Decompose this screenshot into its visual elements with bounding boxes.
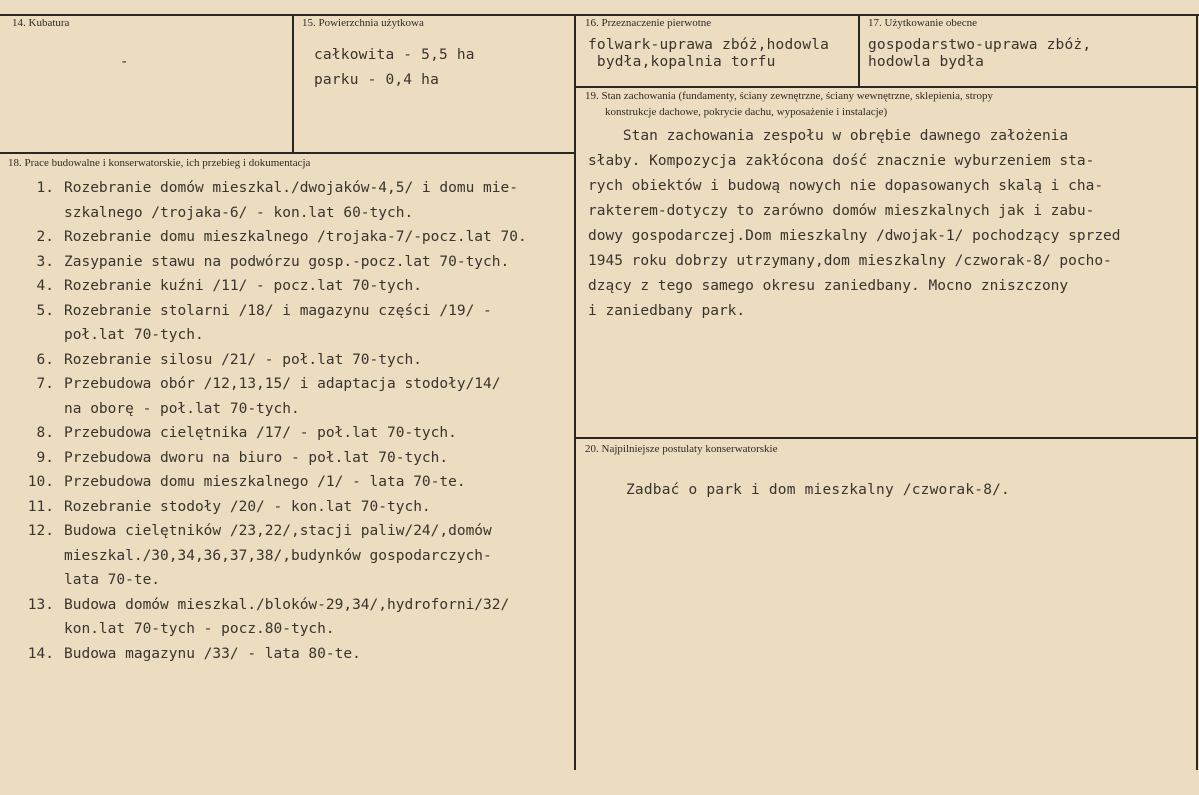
right-border-line: [1196, 14, 1198, 770]
field-15-line-2: parku - 0,4 ha: [314, 72, 440, 88]
condition-line: dzący z tego samego okresu zaniedbany. Mocno zniszczony: [588, 278, 1069, 294]
work-item-text: Rozebranie domu mieszkalnego /trojaka-7/-pocz.lat 70.: [64, 229, 527, 245]
condition-line: 1945 roku dobrzy utrzymany,dom mieszkalny /czworak-8/ pocho-: [588, 253, 1112, 269]
field-14-label: 14. Kubatura: [12, 17, 70, 29]
field-16-line-2: bydła,kopalnia torfu: [588, 54, 776, 70]
work-item-line: [18, 642, 583, 667]
condition-line: dowy gospodarczej.Dom mieszkalny /dwojak-1/ pochodzący sprzed: [588, 228, 1121, 244]
field-19-label-line-1: 19. Stan zachowania (fundamenty, ściany zewnętrzne, ściany wewnętrzne, sklepienia, stropy: [585, 90, 993, 102]
top-border-line: [0, 14, 1199, 16]
work-item-text: kon.lat 70-tych - pocz.80-tych.: [64, 621, 335, 637]
work-item-text: Budowa domów mieszkal./bloków-29,34/,hydroforni/32/: [64, 596, 510, 613]
work-item-line: [18, 421, 583, 446]
work-item-text: Przebudowa domu mieszkalnego /1/ - lata 70-te.: [64, 474, 466, 490]
field-14-value: -: [120, 54, 129, 70]
work-item-text: Rozebranie stodoły /20/ - kon.lat 70-tych.: [64, 498, 431, 515]
work-item-number: 10.: [27, 474, 54, 490]
work-item-number: 3.: [36, 253, 54, 270]
work-item-text: mieszkal./30,34,36,37,38/,budynków gospodarczych-: [64, 547, 492, 564]
divider-above-18: [0, 152, 575, 154]
work-item: [18, 299, 583, 348]
work-item-number: 13.: [27, 596, 54, 613]
work-item-number: 8.: [36, 425, 54, 441]
work-item: [18, 470, 583, 495]
condition-line: rakterem-dotyczy to zarówno domów mieszkalnych jak i zabu-: [588, 203, 1095, 219]
work-item-number: 4.: [36, 278, 54, 294]
work-item-number: 1.: [36, 180, 54, 196]
work-item-text: Przebudowa obór /12,13,15/ i adaptacja stodoły/14/: [64, 376, 501, 392]
divider-above-19: [575, 86, 1197, 88]
work-item-number: 2.: [36, 229, 54, 245]
work-item-text: lata 70-te.: [64, 572, 161, 588]
condition-line: słaby. Kompozycja zakłócona dość znacznie wyburzeniem sta-: [588, 153, 1095, 169]
field-20-label: 20. Najpilniejsze postulaty konserwatorskie: [585, 443, 778, 455]
field-17-label: 17. Użytkowanie obecne: [868, 17, 978, 29]
work-item-line: [18, 348, 583, 373]
work-item-line: [18, 201, 583, 226]
condition-line: i zaniedbany park.: [588, 303, 746, 319]
condition-description: [588, 124, 1121, 324]
work-item-text: Zasypanie stawu na podwórzu gosp.-pocz.lat 70-tych.: [64, 253, 510, 270]
field-18-label: 18. Prace budowalne i konserwatorskie, ich przebieg i dokumentacja: [8, 157, 311, 169]
work-item: [18, 274, 583, 299]
work-item-number: 9.: [36, 449, 54, 466]
work-item-line: [18, 225, 583, 250]
work-item: [18, 348, 583, 373]
work-item-line: [18, 323, 583, 348]
work-item: [18, 446, 583, 471]
works-list: [18, 176, 583, 666]
work-item-line: [18, 617, 583, 642]
work-item-line: [18, 544, 583, 569]
divider-16-17: [858, 14, 860, 86]
field-19-label-line-2: konstrukcje dachowe, pokrycie dachu, wyposażenie i instalacje): [605, 106, 888, 118]
work-item-number: 5.: [36, 302, 54, 319]
field-16-label: 16. Przeznaczenie pierwotne: [585, 17, 712, 29]
work-item: [18, 176, 583, 225]
work-item: [18, 495, 583, 520]
field-17-line-2: hodowla bydła: [868, 54, 985, 70]
work-item: [18, 519, 583, 593]
work-item-line: [18, 446, 583, 471]
work-item-text: Przebudowa cielętnika /17/ - poł.lat 70-tych.: [64, 425, 457, 441]
work-item-line: [18, 176, 583, 201]
field-15-line-1: całkowita - 5,5 ha: [314, 47, 475, 63]
work-item-text: Rozebranie domów mieszkal./dwojaków-4,5/ i domu mie-: [64, 180, 518, 196]
work-item: [18, 372, 583, 421]
work-item-line: [18, 299, 583, 324]
work-item-text: Przebudowa dworu na biuro - poł.lat 70-tych.: [64, 449, 449, 466]
field-15-label: 15. Powierzchnia użytkowa: [302, 17, 424, 29]
work-item-number: 7.: [36, 376, 54, 392]
work-item-text: Budowa cielętników /23,22/,stacji paliw/24/,domów: [64, 523, 492, 539]
condition-line: rych obiektów i budową nowych nie dopasowanych skalą i cha-: [588, 178, 1104, 194]
condition-line: Stan zachowania zespołu w obrębie dawnego założenia: [588, 128, 1069, 144]
work-item-line: [18, 519, 583, 544]
work-item-text: Rozebranie kuźni /11/ - pocz.lat 70-tych.: [64, 278, 422, 294]
work-item-line: [18, 274, 583, 299]
work-item-text: poł.lat 70-tych.: [64, 327, 204, 343]
work-item-number: 11.: [27, 498, 54, 515]
work-item-text: Rozebranie stolarni /18/ i magazynu części /19/ -: [64, 302, 492, 319]
work-item: [18, 642, 583, 667]
work-item-text: szkalnego /trojaka-6/ - kon.lat 60-tych.: [64, 204, 414, 221]
work-item-number: 12.: [27, 523, 54, 539]
work-item: [18, 225, 583, 250]
work-item-text: Budowa magazynu /33/ - lata 80-te.: [64, 645, 361, 662]
divider-14-15: [292, 14, 294, 152]
field-17-line-1: gospodarstwo-uprawa zbóż,: [868, 37, 1092, 53]
conservation-postulate: Zadbać o park i dom mieszkalny /czworak-8/.: [626, 482, 1010, 498]
work-item: [18, 593, 583, 642]
work-item-line: [18, 372, 583, 397]
work-item-text: Rozebranie silosu /21/ - poł.lat 70-tych.: [64, 351, 422, 368]
work-item-line: [18, 495, 583, 520]
field-16-line-1: folwark-uprawa zbóż,hodowla: [588, 37, 830, 53]
work-item: [18, 250, 583, 275]
work-item-text: na oborę - poł.lat 70-tych.: [64, 400, 300, 417]
work-item-line: [18, 397, 583, 422]
work-item: [18, 421, 583, 446]
work-item-number: 6.: [36, 351, 54, 368]
work-item-line: [18, 470, 583, 495]
work-item-line: [18, 593, 583, 618]
work-item-number: 14.: [27, 645, 54, 662]
work-item-line: [18, 568, 583, 593]
divider-above-20: [575, 437, 1197, 439]
work-item-line: [18, 250, 583, 275]
